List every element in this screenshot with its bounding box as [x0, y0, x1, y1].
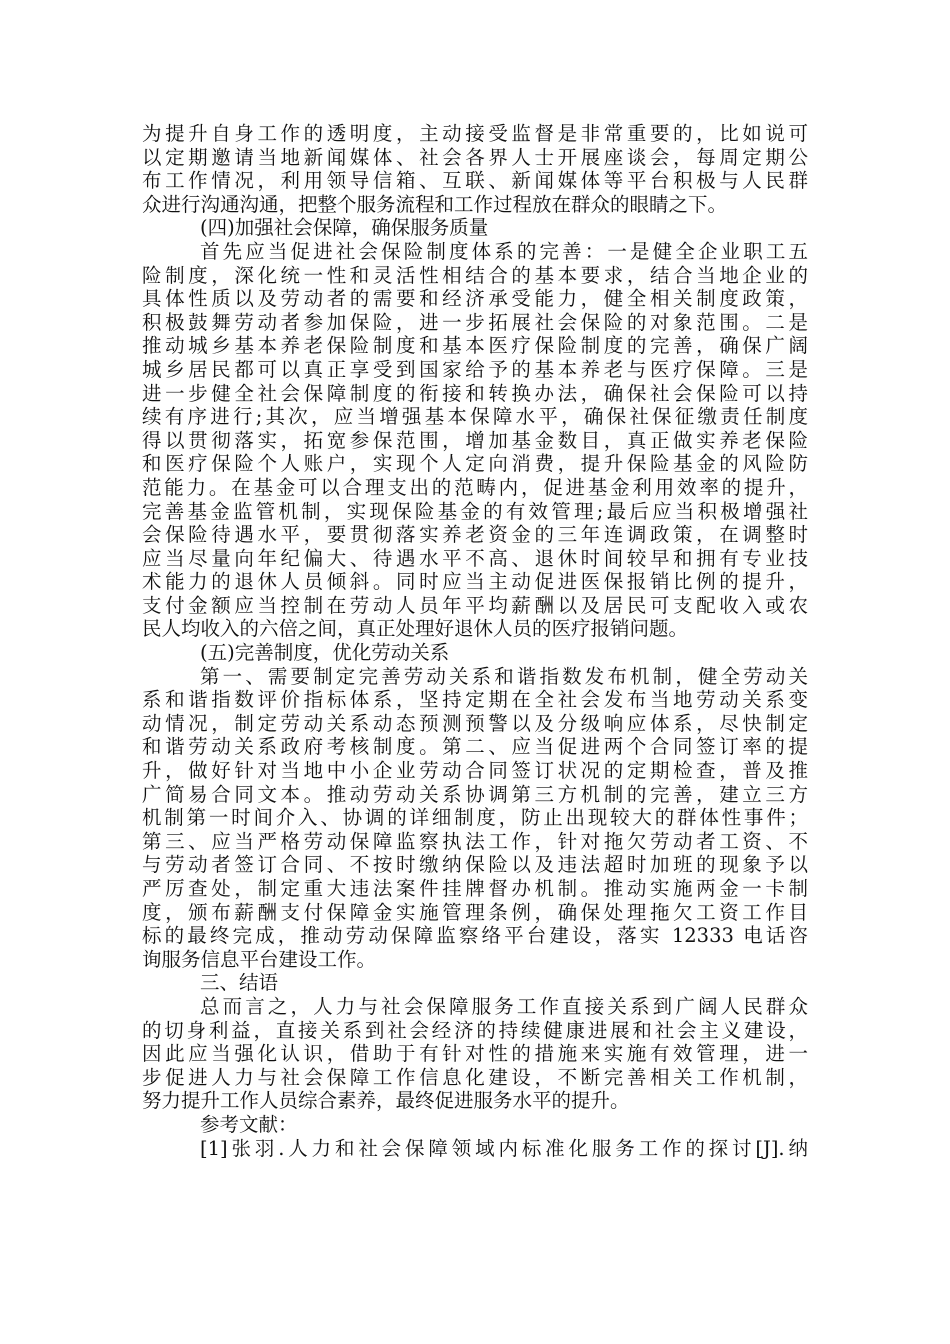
text-line: 总而言之，人力与社会保障服务工作直接关系到广阔人民群众 [200, 994, 808, 1018]
text-line: 术能力的退休人员倾斜。同时应当主动促进医保报销比例的提升， [142, 570, 808, 594]
text-line: 范能力。在基金可以合理支出的范畴内，促进基金利用效率的提升， [142, 475, 808, 499]
text-line: 和医疗保险个人账户，实现个人定向消费，提升保险基金的风险防 [142, 452, 808, 476]
text-line: 标的最终完成，推动劳动保障监察络平台建设，落实 12333 电话咨 [142, 924, 808, 948]
text-line: 首先应当促进社会保险制度体系的完善：一是健全企业职工五 [200, 239, 808, 263]
text-line: (四)加强社会保障，确保服务质量 [200, 216, 489, 240]
text-line: 会保险待遇水平，要贯彻落实养老资金的三年连调政策，在调整时 [142, 523, 808, 547]
text-line: 城乡居民都可以真正享受到国家给予的基本养老与医疗保障。三是 [142, 357, 808, 381]
document-body [142, 122, 808, 1160]
text-line: 努力提升工作人员综合素养，最终促进服务水平的提升。 [142, 1089, 630, 1113]
text-line: 推动城乡基本养老保险制度和基本医疗保险制度的完善，确保广阔 [142, 334, 808, 358]
text-line: 进一步健全社会保障制度的衔接和转换办法，确保社会保险可以持 [142, 381, 808, 405]
text-line: 三、结语 [200, 971, 279, 995]
text-line: 第一、需要制定完善劳动关系和谐指数发布机制，健全劳动关 [200, 664, 808, 688]
text-line: 步促进人力与社会保障工作信息化建设，不断完善相关工作机制， [142, 1065, 808, 1089]
text-line: 完善基金监管机制，实现保险基金的有效管理;最后应当积极增强社 [142, 499, 808, 523]
text-line: 参考文献： [200, 1112, 298, 1136]
text-line: 因此应当强化认识，借助于有针对性的措施来实施有效管理，进一 [142, 1042, 808, 1066]
text-line: 民人均收入的六倍之间，真正处理好退休人员的医疗报销问题。 [142, 617, 689, 641]
text-line: 严厉查处，制定重大违法案件挂牌督办机制。推动实施两金一卡制 [142, 877, 808, 900]
text-line: 和谐劳动关系政府考核制度。第二、应当促进两个合同签订率的提 [142, 735, 808, 759]
text-line: 为提升自身工作的透明度，主动接受监督是非常重要的，比如说可 [142, 122, 808, 145]
text-line: 的切身利益，直接关系到社会经济的持续健康进展和社会主义建设， [142, 1018, 808, 1042]
text-line: [1]张羽.人力和社会保障领域内标准化服务工作的探讨[J].纳 [200, 1136, 808, 1160]
text-line: (五)完善制度，优化劳动关系 [200, 641, 450, 665]
text-line: 积极鼓舞劳动者参加保险，进一步拓展社会保险的对象范围。二是 [142, 310, 808, 334]
text-line: 布工作情况，利用领导信箱、互联、新闻媒体等平台积极与人民群 [142, 169, 808, 193]
text-line: 第三、应当严格劳动保障监察执法工作，针对拖欠劳动者工资、不 [142, 829, 808, 853]
text-line: 机制第一时间介入、协调的详细制度，防止出现较大的群体性事件； [142, 806, 808, 830]
text-line: 具体性质以及劳动者的需要和经济承受能力，健全相关制度政策， [142, 287, 808, 311]
text-line: 询服务信息平台建设工作。 [142, 947, 377, 971]
text-line: 升，做好针对当地中小企业劳动合同签订状况的定期检查，普及推 [142, 759, 808, 783]
text-line: 得以贯彻落实，拓宽参保范围，增加基金数目，真正做实养老保险 [142, 428, 808, 452]
text-line: 以定期邀请当地新闻媒体、社会各界人士开展座谈会，每周定期公 [142, 145, 808, 169]
text-line: 险制度，深化统一性和灵活性相结合的基本要求，结合当地企业的 [142, 263, 808, 287]
text-line: 广简易合同文本。推动劳动关系协调第三方机制的完善，建立三方 [142, 782, 808, 806]
text-line: 应当尽量向年纪偏大、待遇水平不高、退休时间较早和拥有专业技 [142, 546, 808, 570]
text-line: 与劳动者签订合同、不按时缴纳保险以及违法超时加班的现象予以 [142, 853, 808, 877]
text-line: 支付金额应当控制在劳动人员年平均薪酬以及居民可支配收入或农 [142, 593, 808, 617]
text-line: 动情况，制定劳动关系动态预测预警以及分级响应体系，尽快制定 [142, 711, 808, 735]
text-line: 续有序进行;其次，应当增强基本保障水平，确保社保征缴责任制度 [142, 405, 808, 429]
text-line: 系和谐指数评价指标体系，坚持定期在全社会发布当地劳动关系变 [142, 688, 808, 712]
text-line: 众进行沟通沟通，把整个服务流程和工作过程放在群众的眼睛之下。 [142, 192, 728, 216]
text-line: 度，颁布薪酬支付保障金实施管理条例，确保处理拖欠工资工作目 [142, 900, 808, 924]
